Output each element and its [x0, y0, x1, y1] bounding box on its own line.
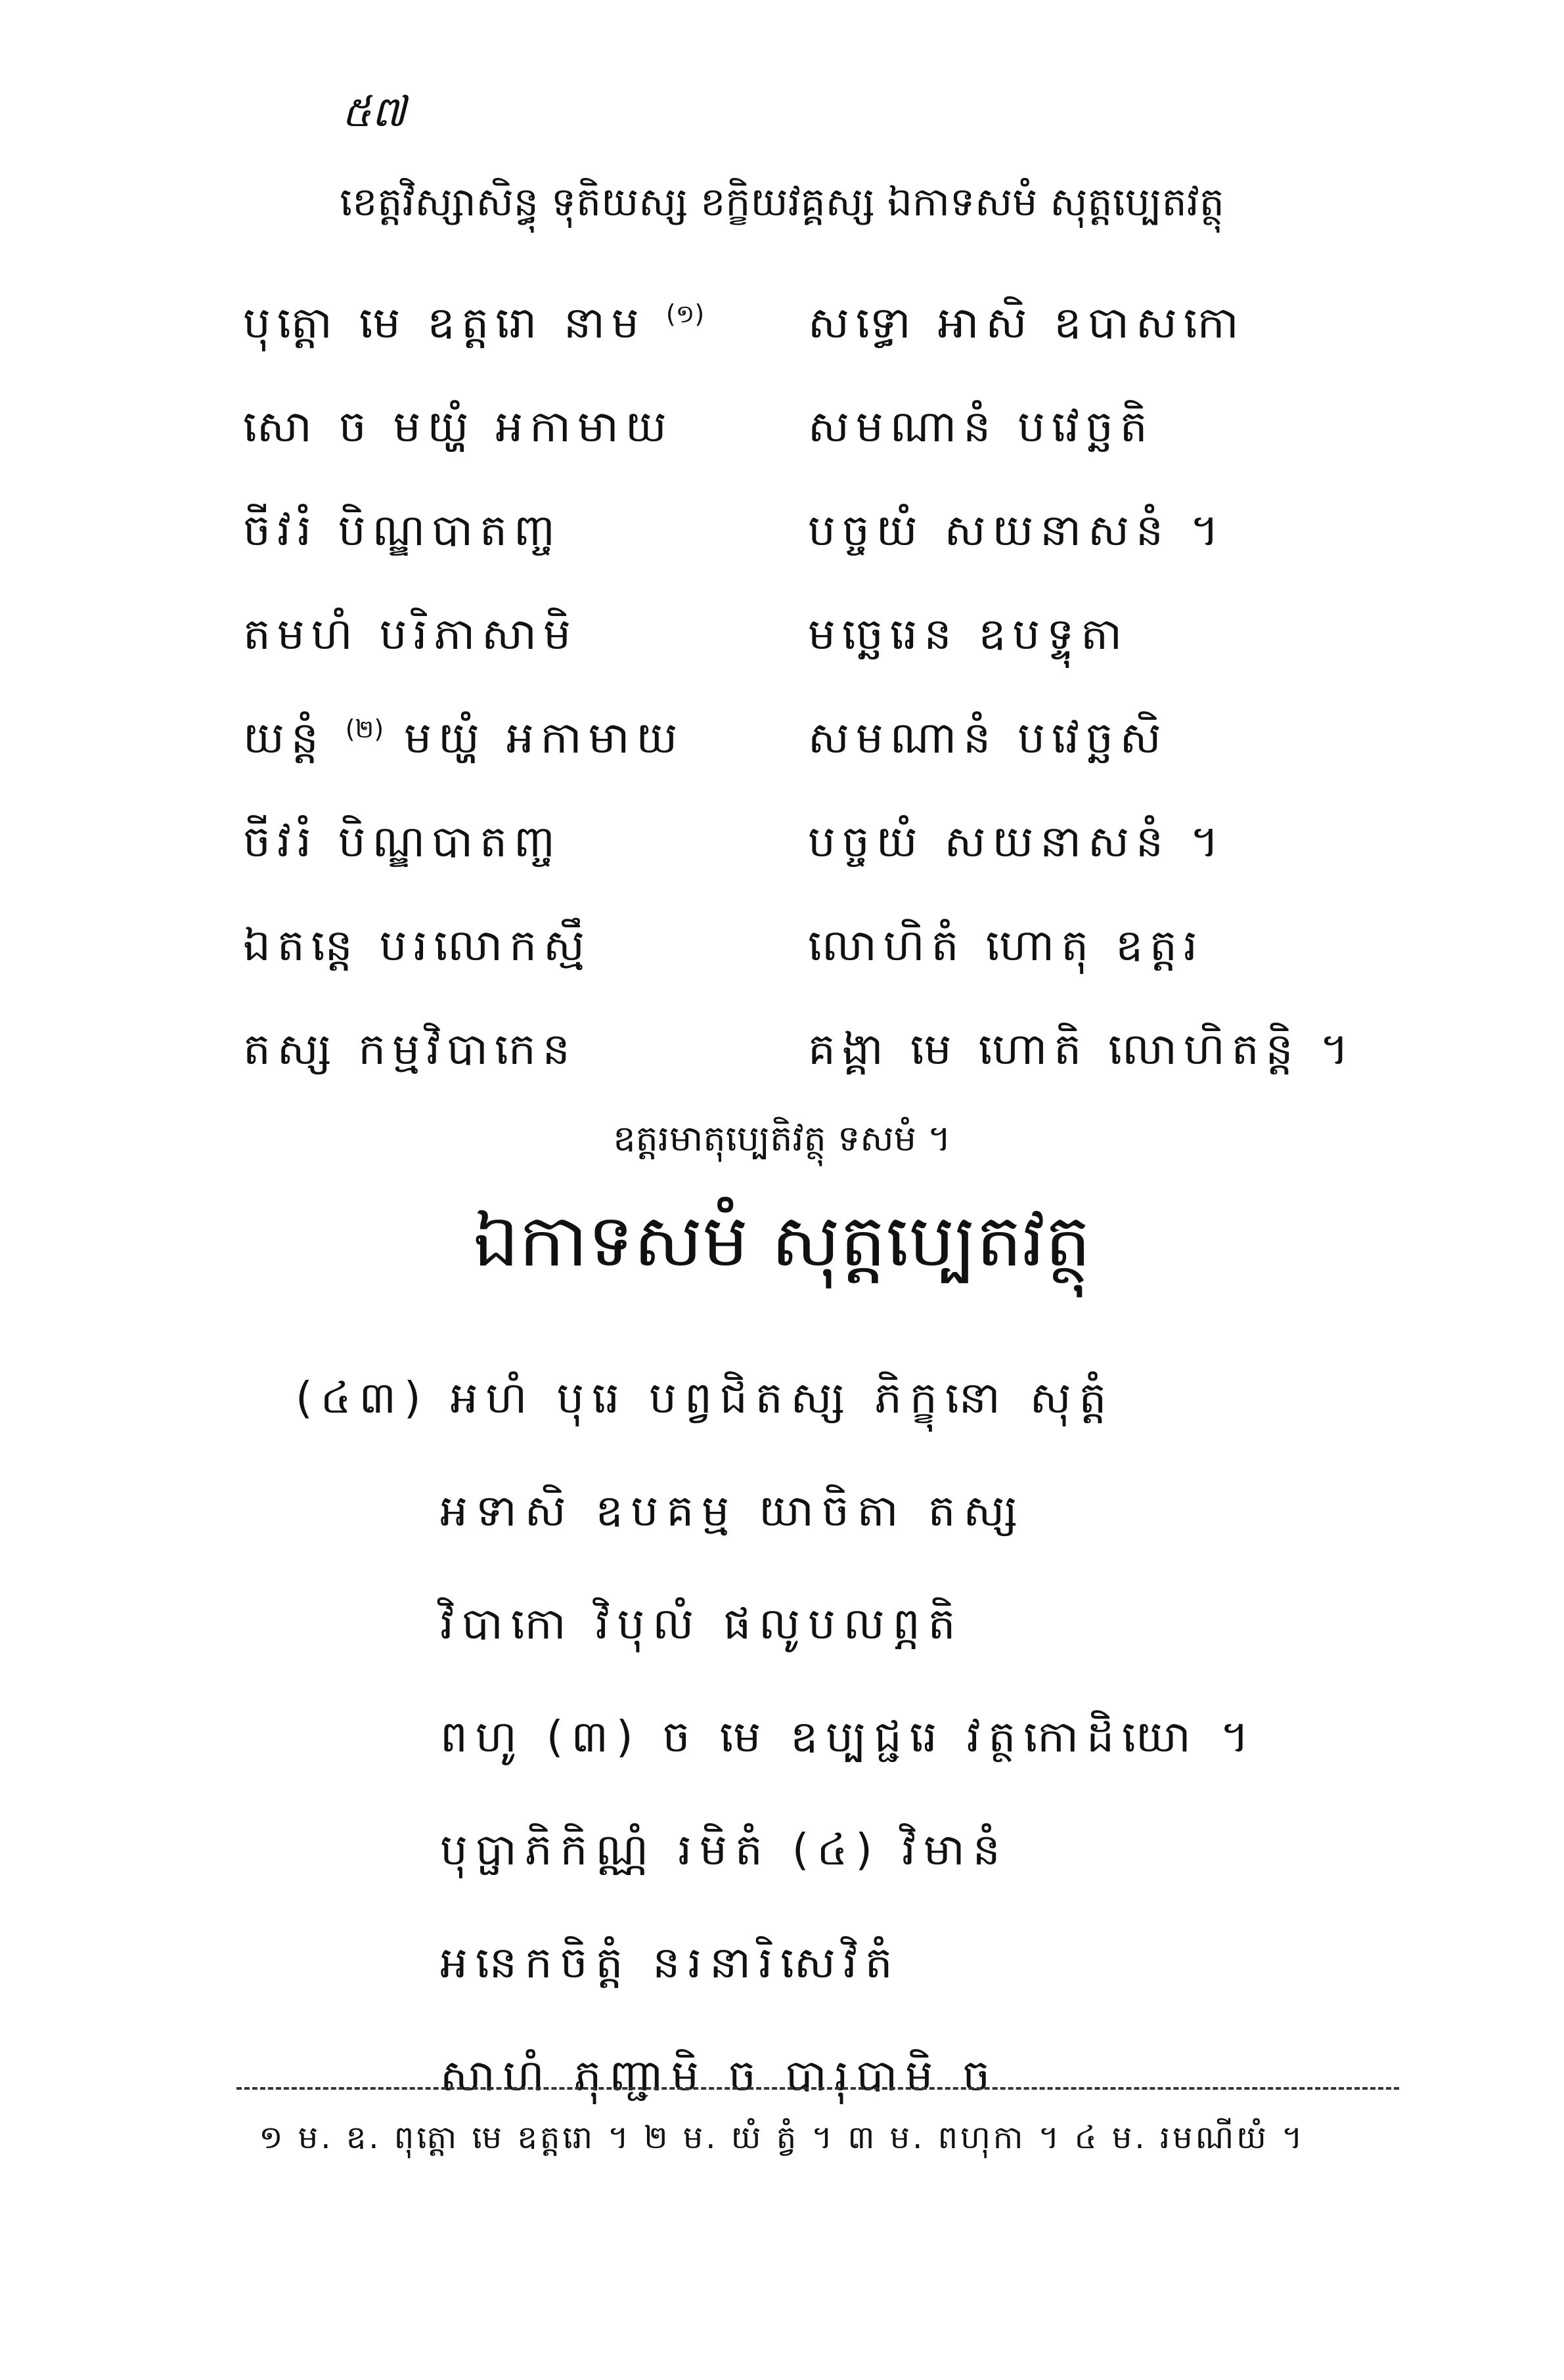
- verse-right: សមណានំ បវេច្ឆតិ: [808, 401, 1154, 452]
- verse-right: សមណានំ បវេច្ឆសិ: [808, 713, 1168, 763]
- colophon: ឧត្តរមាតុប្បេតិវត្ថុ ទសមំ ។: [613, 1118, 951, 1159]
- verse-left-continued: មយ្ហំ អកាមាយ: [404, 713, 684, 763]
- prose-line: បុប្ផាភិកិណ្ណំ រមិតំ (៤) វិមានំ: [440, 1824, 1008, 1875]
- verse-left-text: បុត្តោ មេ ឧត្តរោ នាម: [243, 298, 646, 348]
- verse-right: សទ្ធោ អាសិ ឧបាសកោ: [808, 298, 1245, 348]
- verse-left: ឯតន្តេ បរលោកស្មឹ: [243, 920, 591, 971]
- prose-line: ពហូ (៣) ច មេ ឧប្បជ្ជរេ វត្ថកោដិយោ ។: [440, 1711, 1257, 1762]
- section-title: ឯកាទសមំ សុត្តប្បេតវត្ថុ: [473, 1199, 1091, 1283]
- verse-left: សោ ច មយ្ហំ អកាមាយ: [243, 401, 673, 452]
- verse-left-text: យន្តំ: [243, 713, 325, 763]
- verse-row: [243, 898, 1425, 1002]
- verse-left: ចីវរំ បិណ្ឌបាតញ្ច: [243, 505, 562, 556]
- footnote-divider: [236, 2087, 1399, 2090]
- running-head: ខេត្តវិស្សាសិន្ធុ ទុតិយស្ស ខក្ខិយវគ្គស្ស ឯកាទសមំ សុត្តប្បេតវត្ថុ: [340, 179, 1224, 225]
- footnote-marker: (១): [665, 299, 705, 328]
- prose-line: អនេកចិត្តំ នរនារិសេវិតំ: [440, 1937, 901, 1988]
- footnotes: ១ ម. ឧ. ពុត្តោ មេ ឧត្តរោ ។ ២ ម. យំ ត្វំ ។ ៣ ម. ពហុកា ។ ៤ ម. រមណីយំ ។: [259, 2119, 1305, 2156]
- prose-line: សាហំ ភុញ្ជាមិ ច បារុបាមិ ច: [440, 2050, 998, 2101]
- verse-left: [243, 296, 808, 359]
- verse-row: [243, 691, 1425, 795]
- verse-row: [243, 276, 1425, 380]
- verse-row: [243, 587, 1425, 691]
- verse-row: [243, 483, 1425, 587]
- verse-row: [243, 380, 1425, 483]
- verse-block: [243, 276, 1425, 1106]
- verse-right: លោហិតំ ហោតុ ឧត្តរ: [808, 920, 1204, 971]
- prose-line: វិបាកោ វិបុលំ ផលូបលព្ភតិ: [440, 1598, 964, 1649]
- verse-row: [243, 1002, 1425, 1106]
- prose-line: អទាសិ ឧបគម្ម យាចិតា តស្ស: [440, 1486, 1026, 1536]
- verse-left: [243, 711, 808, 774]
- verse-right: មច្ឆេរេន ឧបទ្ទុតា: [808, 609, 1129, 659]
- verse-right: គង្គា មេ ហោតិ លោហិតន្តិ ។: [808, 1024, 1355, 1074]
- prose-block: [296, 1346, 1445, 2137]
- verse-right: បច្ចយំ សយនាសនំ ។: [808, 505, 1226, 556]
- verse-left: តស្ស កម្មវិបាកេន: [243, 1024, 577, 1074]
- footnote-marker: (២): [345, 715, 384, 743]
- prose-line: (៤៣) អហំ បុរេ បព្វជិតស្ស ភិក្ខុនោ សុត្តំ: [296, 1373, 1115, 1423]
- page-number: ៥៧: [342, 88, 406, 137]
- verse-left: តមហំ បរិភាសាមិ: [243, 609, 577, 659]
- verse-left: ចីវរំ បិណ្ឌបាតញ្ច: [243, 816, 562, 867]
- verse-right: បច្ចយំ សយនាសនំ ។: [808, 816, 1226, 867]
- verse-row: [243, 795, 1425, 898]
